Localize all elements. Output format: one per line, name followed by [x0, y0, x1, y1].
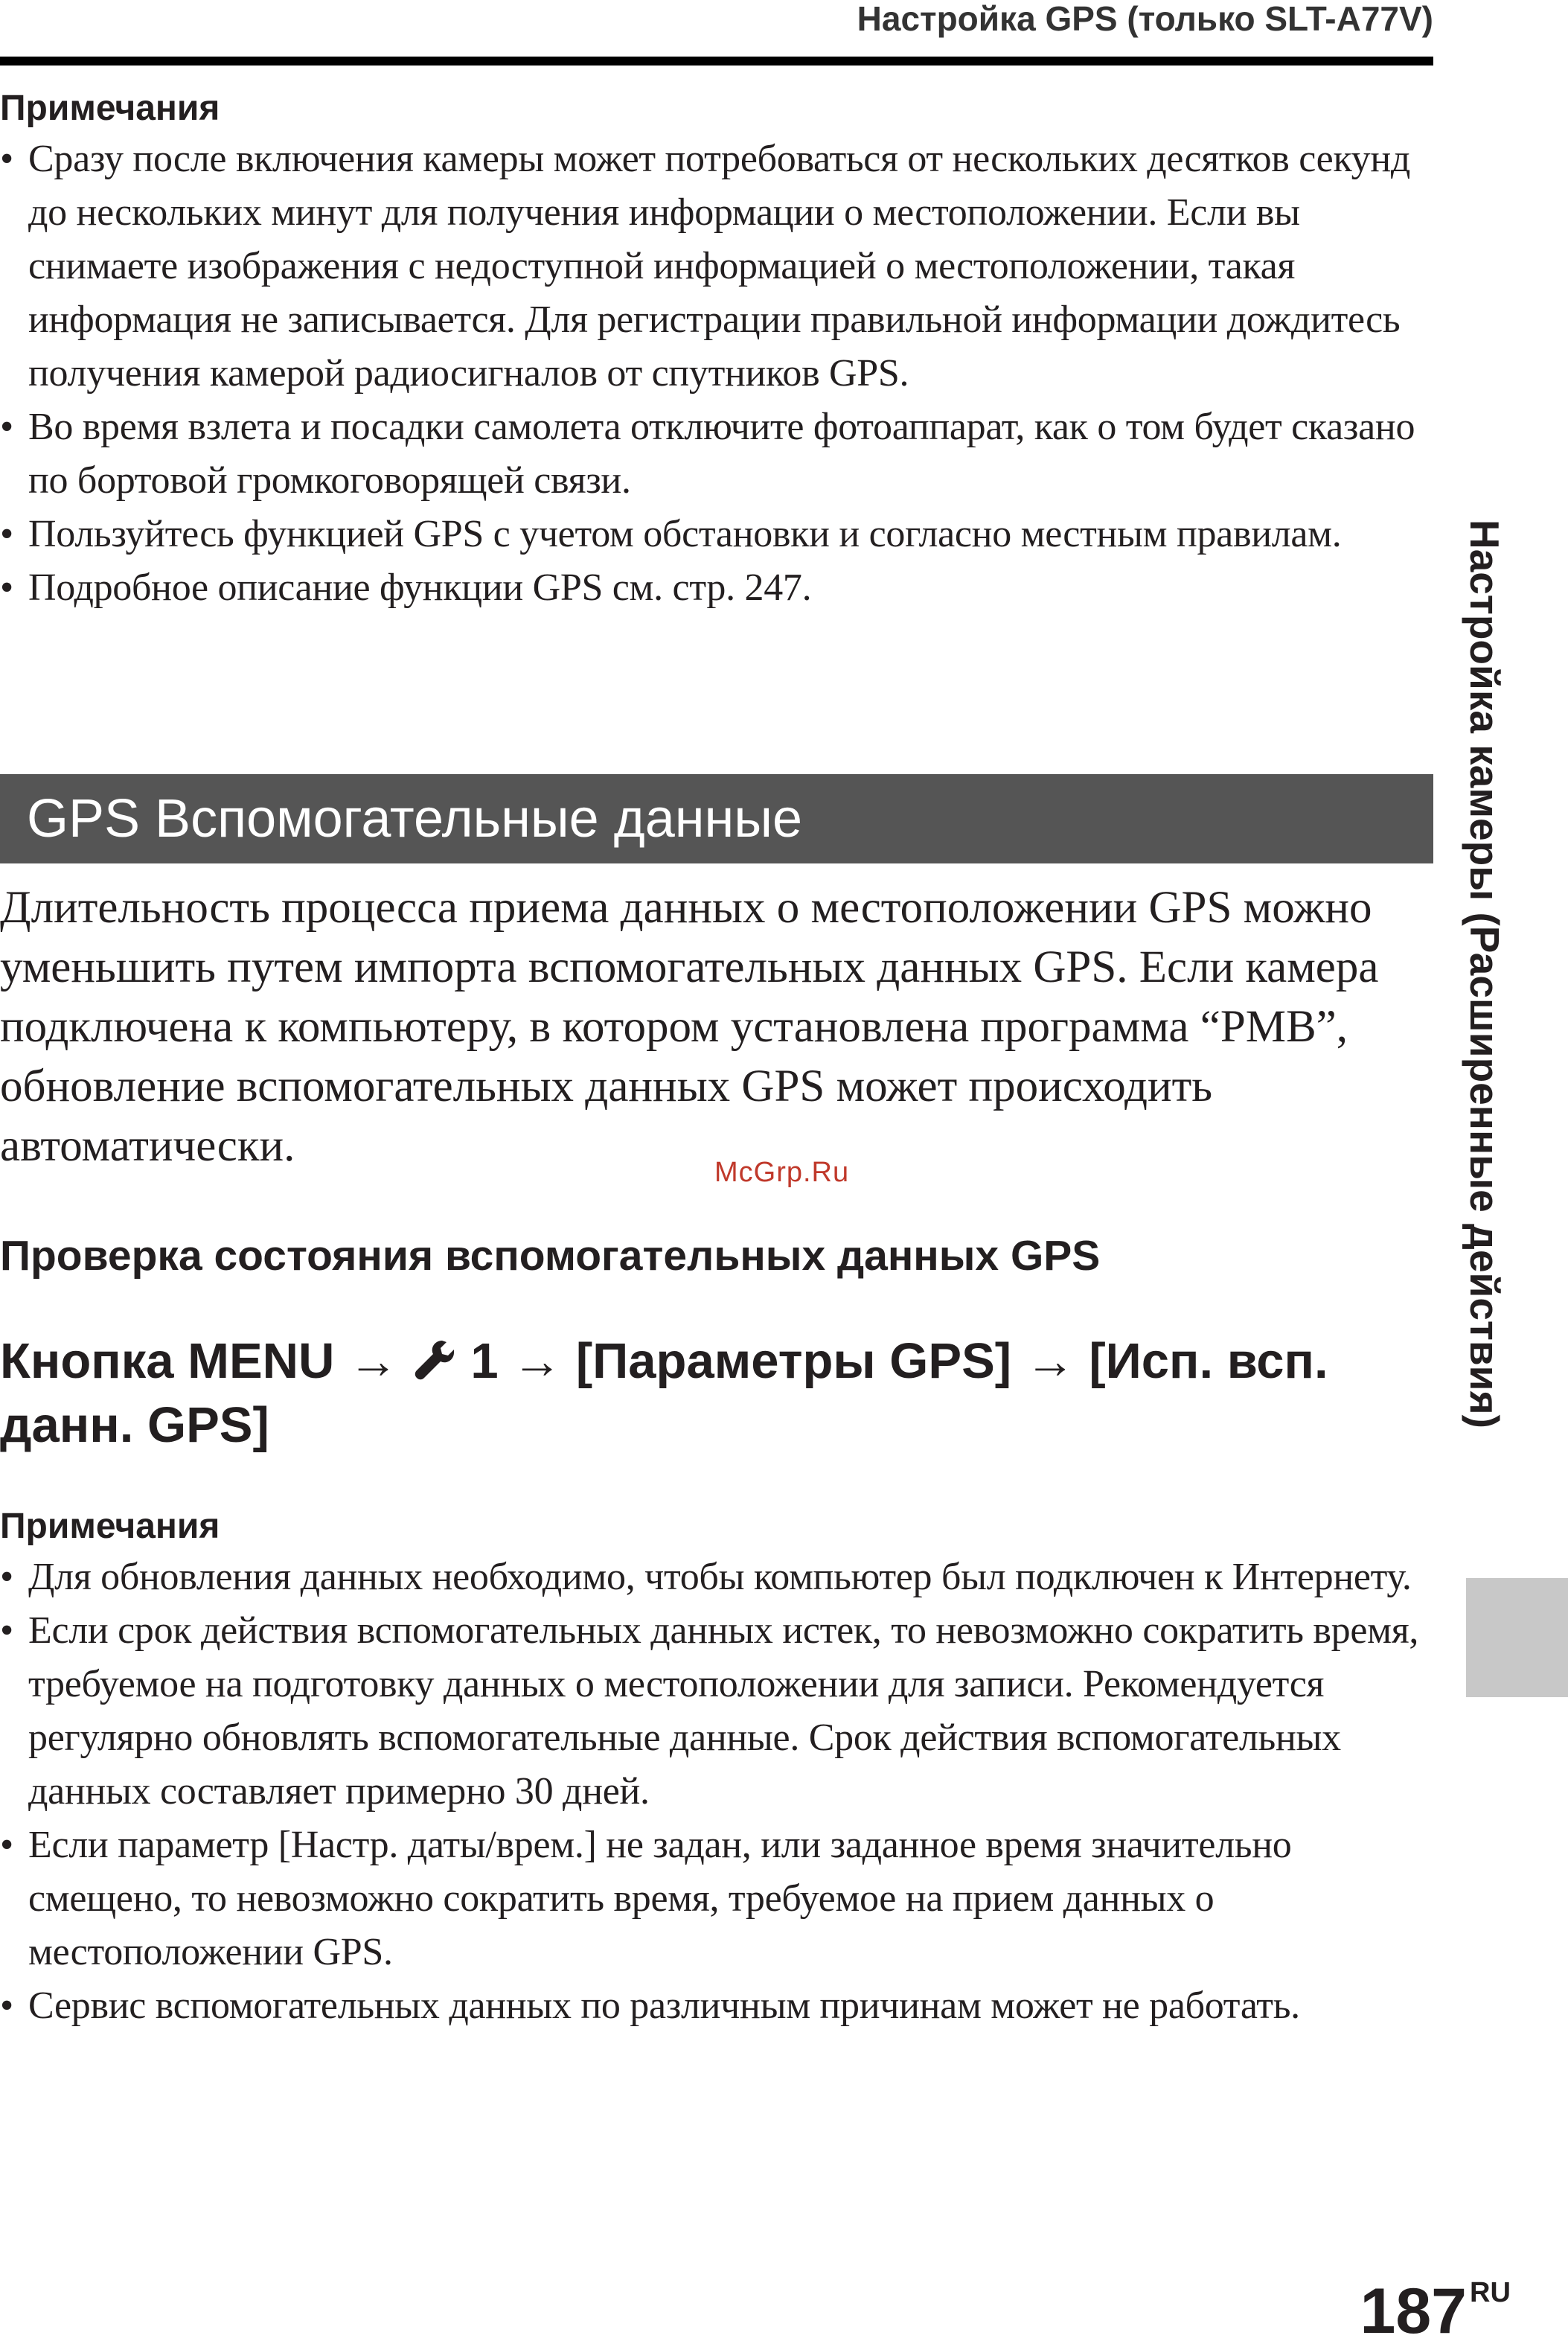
note-text: Если срок действия вспомогательных данных истек, то невозможно сократить время, требуемое на подготовку данных о местоположении для записи. Рекомендуется регулярно обновлять вспомогательные данные. Срок действия вспомогательных данных составляет примерно 30 дней.: [28, 1609, 1419, 1813]
note-text: Для обновления данных необходимо, чтобы компьютер был подключен к Интернету.: [28, 1556, 1412, 1598]
note-text: Если параметр [Настр. даты/врем.] не задан, или заданное время значительно смещено, то невозможно сократить время, требуемое на прием данных о местоположении GPS.: [28, 1824, 1292, 1973]
bullet-icon: •: [0, 1824, 13, 1866]
side-chapter-tab: [1459, 520, 1511, 1547]
note-text: Во время взлета и посадки самолета отключите фотоаппарат, как о том будет сказано по бортовой громкоговорящей связи.: [28, 406, 1415, 502]
bullet-icon: •: [0, 1609, 13, 1652]
bullet-icon: •: [0, 1984, 13, 2027]
page-number: 187: [1360, 2276, 1467, 2347]
menu-path-part3: [Исп. всп. данн. GPS]: [0, 1333, 1328, 1453]
bullet-icon: •: [0, 138, 13, 180]
note-item: [0, 561, 1433, 615]
side-index-marker: [1466, 1578, 1568, 1697]
running-header: Настройка GPS (только SLT-A77V): [857, 0, 1433, 38]
note-text: Сервис вспомогательных данных по различным причинам может не работать.: [28, 1984, 1300, 2027]
note-text: Сразу после включения камеры может потребоваться от нескольких десятков секунд до нескольких минут для получения информации о местоположении. Если вы снимаете изображения с недоступной информацией о местоположении, такая информация не записывается. Для регистрации правильной информации дождитесь получения камерой радиосигналов от спутников GPS.: [28, 138, 1411, 395]
arrow-icon: →: [348, 1333, 399, 1389]
section-title: GPS Вспомогательные данные: [27, 789, 803, 849]
side-chapter-label: Настройка камеры (Расширенные действия): [1462, 520, 1508, 1428]
notes-heading-2: Примечания: [0, 1507, 220, 1546]
intro-paragraph: Длительность процесса приема данных о местоположении GPS можно уменьшить путем импорта вспомогательных данных GPS. Если камера подключена к компьютеру, в котором установлена программа “PMB”, обновление вспомогательных данных GPS может происходить автоматически.: [0, 883, 1379, 1171]
note-item: [0, 1604, 1433, 1818]
page-suffix: RU: [1470, 2277, 1511, 2308]
watermark-text: McGrp.Ru: [714, 1157, 850, 1188]
notes-heading-1: Примечания: [0, 89, 220, 128]
subheading: Проверка состояния вспомогательных данных GPS: [0, 1232, 1101, 1280]
bullet-icon: •: [0, 1556, 13, 1598]
arrow-icon: →: [1025, 1333, 1075, 1389]
note-item: [0, 508, 1433, 561]
bullet-icon: •: [0, 406, 13, 448]
note-item: [0, 132, 1433, 400]
note-text: Пользуйтесь функцией GPS с учетом обстановки и согласно местным правилам.: [28, 513, 1342, 555]
note-item: [0, 400, 1433, 508]
menu-path-part1: Кнопка MENU: [0, 1333, 335, 1389]
section-title-bar: [0, 774, 1433, 863]
bullet-icon: •: [0, 513, 13, 555]
menu-tab-number: 1: [470, 1333, 499, 1389]
note-item: [0, 1551, 1433, 1604]
note-item: [0, 1818, 1433, 1979]
header-rule: [0, 57, 1433, 66]
notes-list-1: [0, 132, 1433, 615]
menu-path-part2: [Параметры GPS]: [575, 1333, 1012, 1389]
wrench-icon: [412, 1338, 457, 1381]
note-text: Подробное описание функции GPS см. стр. 247.: [28, 566, 812, 609]
bullet-icon: •: [0, 566, 13, 609]
note-item: [0, 1979, 1433, 2033]
notes-list-2: [0, 1551, 1433, 2033]
menu-path: [0, 1329, 1433, 1457]
arrow-icon: →: [512, 1333, 563, 1389]
